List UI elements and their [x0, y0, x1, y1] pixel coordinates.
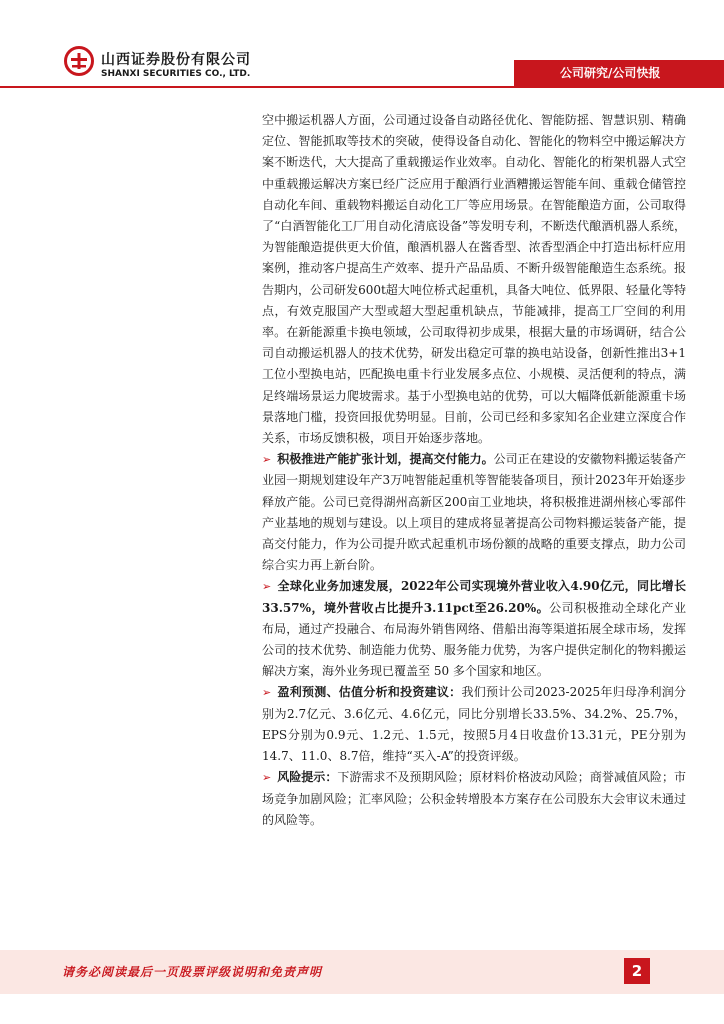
arrow-bullet-icon: ➢ — [262, 453, 272, 467]
bullet-text: 公司正在建设的安徽物料搬运装备产业园一期规划建设年产3万吨智能起重机等智能装备项目，预计2023年开始逐步释放产能。公司已竞得湖州高新区200亩工业地块，将积极推进湖州核心零部件产业基地的规划与建设。以上项目的建成将显著提高公司物料搬运装备产能，提高交付能力，作为公司提升欧式起重机市场份额的战略的重要支撑点，助力公司综合实力再上新台阶。 — [262, 452, 686, 573]
company-name-cn: 山西证券股份有限公司 — [101, 52, 251, 68]
bullet-text: 下游需求不及预期风险；原材料价格波动风险；商誉减值风险；市场竞争加剧风险；汇率风险；公积金转增股本方案存在公司股东大会审议未通过的风险等。 — [262, 770, 686, 827]
bullet-item — [262, 449, 686, 576]
arrow-bullet-icon: ➢ — [262, 686, 272, 700]
arrow-bullet-icon: ➢ — [262, 580, 272, 594]
company-logo-icon — [64, 46, 94, 76]
bullet-heading: 盈利预测、估值分析和投资建议： — [277, 685, 462, 700]
bullet-heading: 积极推进产能扩张计划，提高交付能力。 — [277, 452, 494, 467]
bullet-text: 我们预计公司2023-2025年归母净利润分别为2.7亿元、3.6亿元、4.6亿元，同比分别增长33.5%、34.2%、25.7%，EPS分别为0.9元、1.2元、1.5元，按照5月4日收盘价13.31元，PE分别为14.7、11.0、8.7倍，维持“买入-A”的投资评级。 — [262, 685, 686, 764]
company-name-en: SHANXI SECURITIES CO., LTD. — [101, 69, 251, 79]
bullet-heading: 全球化业务加速发展，2022年公司实现境外营业收入4.90亿元，同比增长33.57%，境外营收占比提升3.11pct至26.20%。 — [262, 579, 686, 615]
header-rule — [0, 86, 724, 88]
footer-disclaimer: 请务必阅读最后一页股票评级说明和免责声明 — [62, 965, 323, 979]
bullet-text: 公司积极推动全球化产业布局，通过产投融合、布局海外销售网络、借船出海等渠道拓展全球市场，发挥公司的技术优势、制造能力优势、服务能力优势，为客户提供定制化的物料搬运解决方案，海外业务现已覆盖至 50 多个国家和地区。 — [262, 600, 686, 679]
main-content — [262, 110, 686, 831]
bullet-item — [262, 767, 686, 831]
body-paragraph: 空中搬运机器人方面，公司通过设备自动路径优化、智能防摇、智慧识别、精确定位、智能抓取等技术的突破，使得设备自动化、智能化的物料空中搬运解决方案不断迭代，大大提高了重载搬运作业效率。自动化、智能化的桁架机器人式空中重载搬运解决方案已经广泛应用于酿酒行业酒糟搬运智能车间、重载仓储管控自动化车间、重载物料搬运自动化工厂等应用场景。在智能酿造方面，公司取得了“白酒智能化工厂用自动化清底设备”等发明专利，不断迭代酿酒机器人系统，为智能酿造提供更大价值，酿酒机器人在酱香型、浓香型酒企中打造出标杆应用案例，推动客户提高生产效率、提升产品品质、不断升级智能酿造生态系统。报告期内，公司研发600t超大吨位桥式起重机，具备大吨位、低界限、轻量化等特点，有效克服国产大型或超大型起重机缺点，节能减排，提高工厂空间的利用率。在新能源重卡换电领域，公司取得初步成果，根据大量的市场调研，结合公司自动搬运机器人的技术优势，研发出稳定可靠的换电站设备，创新性推出3+1工位小型换电站，匹配换电重卡行业发展多点位、小规模、灵活便利的特点，满足终端场景运力爬坡需求。基于小型换电站的优势，可以大幅降低新能源重卡场景落地门槛，投资回报优势明显。目前，公司已经和多家知名企业建立深度合作关系，市场反馈积极，项目开始逐步落地。 — [262, 113, 686, 446]
page-number: 2 — [624, 958, 650, 984]
bullet-item — [262, 682, 686, 767]
bullet-heading: 风险提示： — [277, 770, 338, 785]
bullet-item — [262, 576, 686, 682]
arrow-bullet-icon: ➢ — [262, 771, 272, 785]
page-header — [0, 0, 724, 100]
section-label: 公司研究/公司快报 — [560, 66, 661, 80]
